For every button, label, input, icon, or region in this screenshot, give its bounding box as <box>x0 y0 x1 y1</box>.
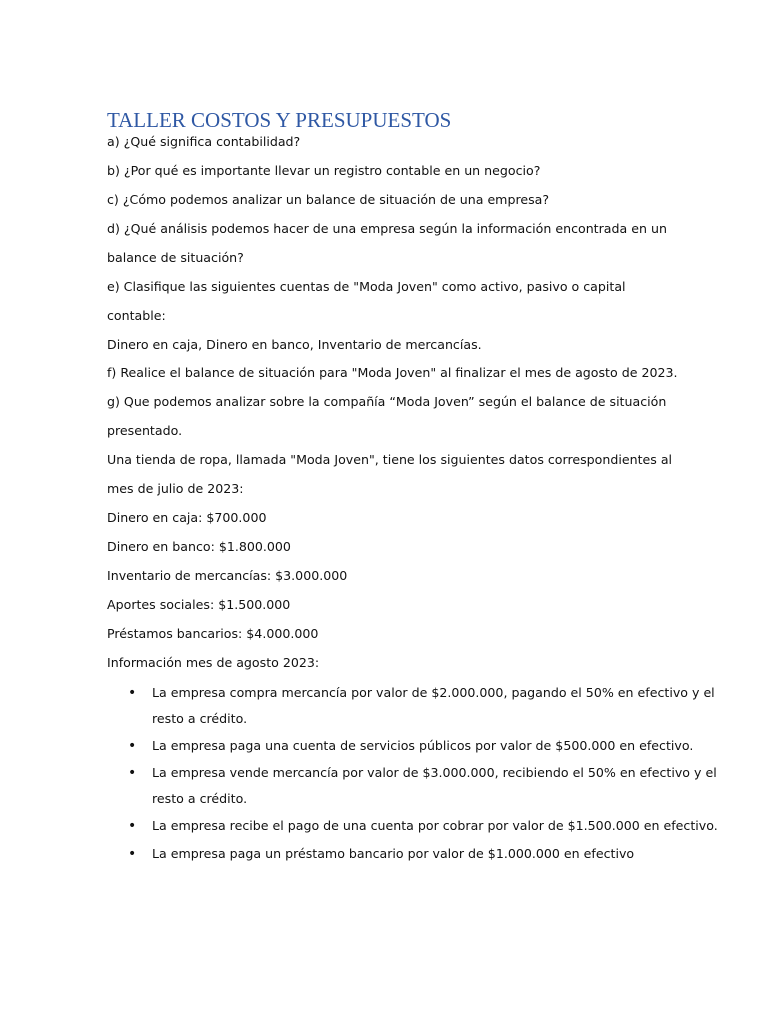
transaction-2: La empresa paga una cuenta de servicios públicos por valor de $500.000 en efectivo. <box>152 738 694 753</box>
store-intro-line-2: mes de julio de 2023: <box>107 481 244 496</box>
transaction-3-line-1: La empresa vende mercancía por valor de $3.000.000, recibiendo el 50% en efectivo y el <box>152 765 717 780</box>
bullet-point: • <box>128 685 137 701</box>
social-contributions-amount: Aportes sociales: $1.500.000 <box>107 597 291 612</box>
question-e-line-1: e) Clasifique las siguientes cuentas de "Moda Joven" como activo, pasivo o capital <box>107 279 626 294</box>
inventory-amount: Inventario de mercancías: $3.000.000 <box>107 568 348 583</box>
question-c: c) ¿Cómo podemos analizar un balance de situación de una empresa? <box>107 192 550 207</box>
bullet-point: • <box>128 765 137 781</box>
document-title: TALLER COSTOS Y PRESUPUESTOS <box>107 108 452 132</box>
question-g-line-2: presentado. <box>107 423 183 438</box>
question-g-line-1: g) Que podemos analizar sobre la compañía “Moda Joven” según el balance de situación <box>107 394 667 409</box>
bullet-point: • <box>128 818 137 834</box>
question-d-line-2: balance de situación? <box>107 250 244 265</box>
question-e-line-2: contable: <box>107 308 166 323</box>
bullet-point: • <box>128 738 137 754</box>
question-b: b) ¿Por qué es importante llevar un registro contable en un negocio? <box>107 163 541 178</box>
question-f: f) Realice el balance de situación para "Moda Joven" al finalizar el mes de agosto de 2023. <box>107 365 678 380</box>
bullet-point: • <box>128 846 137 862</box>
transaction-1-line-1: La empresa compra mercancía por valor de $2.000.000, pagando el 50% en efectivo y el <box>152 685 715 700</box>
transaction-4: La empresa recibe el pago de una cuenta por cobrar por valor de $1.500.000 en efectivo. <box>152 818 718 833</box>
transaction-5: La empresa paga un préstamo bancario por valor de $1.000.000 en efectivo <box>152 846 635 861</box>
question-a: a) ¿Qué significa contabilidad? <box>107 134 301 149</box>
cash-amount: Dinero en caja: $700.000 <box>107 510 267 525</box>
transaction-1-line-2: resto a crédito. <box>152 711 248 726</box>
question-d-line-1: d) ¿Qué análisis podemos hacer de una empresa según la información encontrada en un <box>107 221 667 236</box>
bank-loans-amount: Préstamos bancarios: $4.000.000 <box>107 626 319 641</box>
store-intro-line-1: Una tienda de ropa, llamada "Moda Joven", tiene los siguientes datos correspondientes al <box>107 452 673 467</box>
august-info-heading: Información mes de agosto 2023: <box>107 655 320 670</box>
accounts-list: Dinero en caja, Dinero en banco, Inventario de mercancías. <box>107 337 482 352</box>
bank-amount: Dinero en banco: $1.800.000 <box>107 539 291 554</box>
transaction-3-line-2: resto a crédito. <box>152 791 248 806</box>
